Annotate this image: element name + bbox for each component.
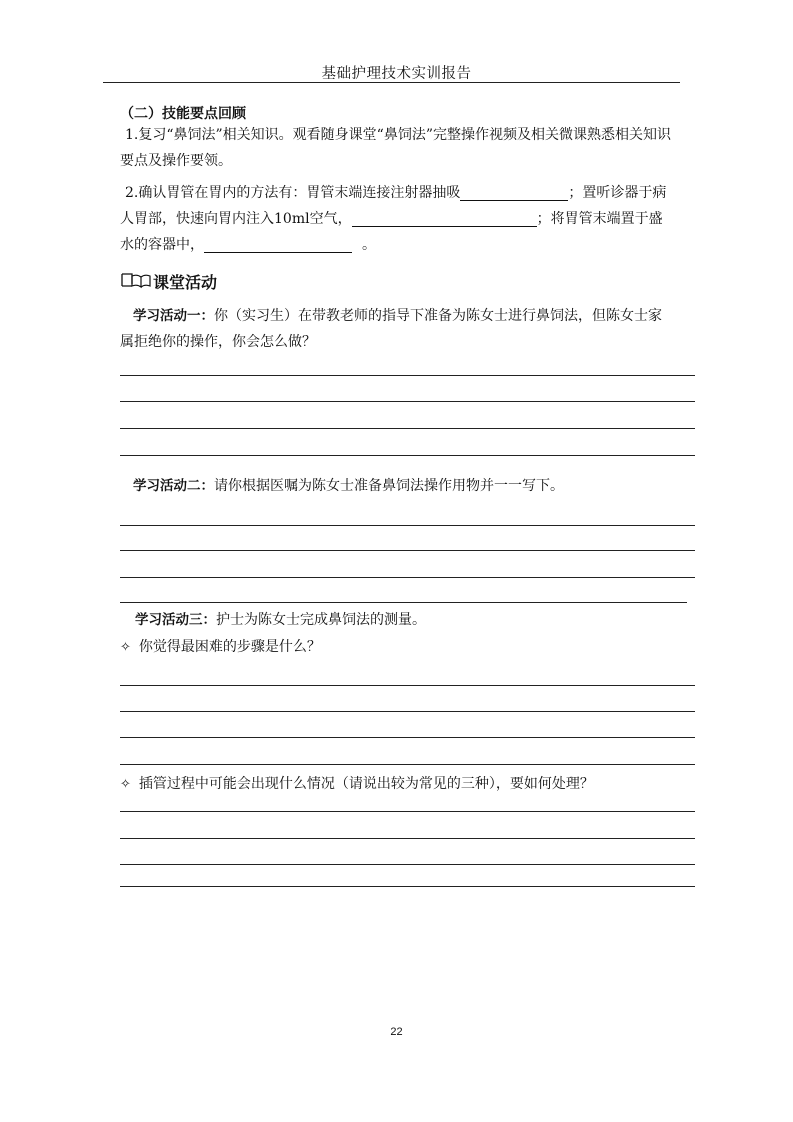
answer-line[interactable]	[120, 764, 695, 765]
answer-line[interactable]	[120, 864, 695, 865]
activity-3	[120, 607, 680, 633]
question-1-text: 你觉得最困难的步骤是什么？	[138, 639, 321, 655]
answer-blank-1[interactable]	[460, 182, 568, 201]
answer-line[interactable]	[120, 525, 695, 526]
answer-line[interactable]	[120, 428, 695, 429]
activity-3-question-1	[120, 634, 680, 661]
review-item-2-part-1: 2.确认胃管在胃内的方法有：胃管末端连接注射器抽吸	[125, 185, 461, 201]
diamond-bullet-icon: ✧	[120, 777, 131, 792]
activity-3-text: 护士为陈女士完成鼻饲法的测量。	[216, 612, 426, 628]
answer-line[interactable]	[120, 737, 695, 738]
answer-line[interactable]	[120, 685, 695, 686]
answer-blank-3[interactable]	[204, 234, 352, 253]
answer-line[interactable]	[120, 602, 687, 603]
section-title-skills-review: （二）技能要点回顾	[120, 106, 246, 122]
book-icon	[120, 271, 152, 289]
review-item-2-part-4: 。	[362, 237, 376, 253]
activity-3-label: 学习活动三：	[135, 612, 216, 628]
activity-2-label: 学习活动二：	[133, 478, 214, 494]
answer-line[interactable]	[120, 886, 695, 887]
review-item-2-part-2: ；置听诊器于病人胃部，快速向胃内注入10ml空气，	[120, 185, 667, 227]
activity-2-text: 请你根据医嘱为陈女士准备鼻饲法操作用物并一一写下。	[214, 478, 564, 494]
answer-line[interactable]	[120, 711, 695, 712]
answer-blank-2[interactable]	[352, 208, 537, 227]
activity-1-label: 学习活动一：	[133, 308, 214, 324]
answer-line[interactable]	[120, 375, 695, 376]
activity-1	[120, 303, 675, 355]
header-title: 基础护理技术实训报告	[321, 66, 472, 82]
answer-line[interactable]	[120, 550, 695, 551]
answer-line[interactable]	[120, 455, 695, 456]
section-title-classroom: 课堂活动	[153, 273, 218, 292]
review-item-2	[120, 180, 675, 258]
review-item-2-part-3: ；将胃管末端置于盛水的容器中，	[120, 211, 663, 253]
answer-line[interactable]	[120, 838, 695, 839]
question-2-text: 插管过程中可能会出现什么情况（请说出较为常见的三种），要如何处理？	[138, 776, 594, 792]
page-number: 22	[390, 1026, 403, 1038]
activity-2	[120, 473, 680, 499]
diamond-bullet-icon: ✧	[120, 640, 131, 655]
answer-line[interactable]	[120, 577, 695, 578]
activity-3-question-2	[120, 771, 690, 798]
activity-1-text: 你（实习生）在带教老师的指导下准备为陈女士进行鼻饲法，但陈女士家属拒绝你的操作，你会怎么做？	[120, 308, 662, 350]
review-item-1: 1.复习“鼻饲法”相关知识。观看随身课堂“鼻饲法”完整操作视频及相关微课熟悉相关知识要点及操作要领。	[120, 127, 671, 169]
answer-line[interactable]	[120, 401, 695, 402]
answer-line[interactable]	[120, 811, 695, 812]
header-rule	[103, 82, 680, 83]
